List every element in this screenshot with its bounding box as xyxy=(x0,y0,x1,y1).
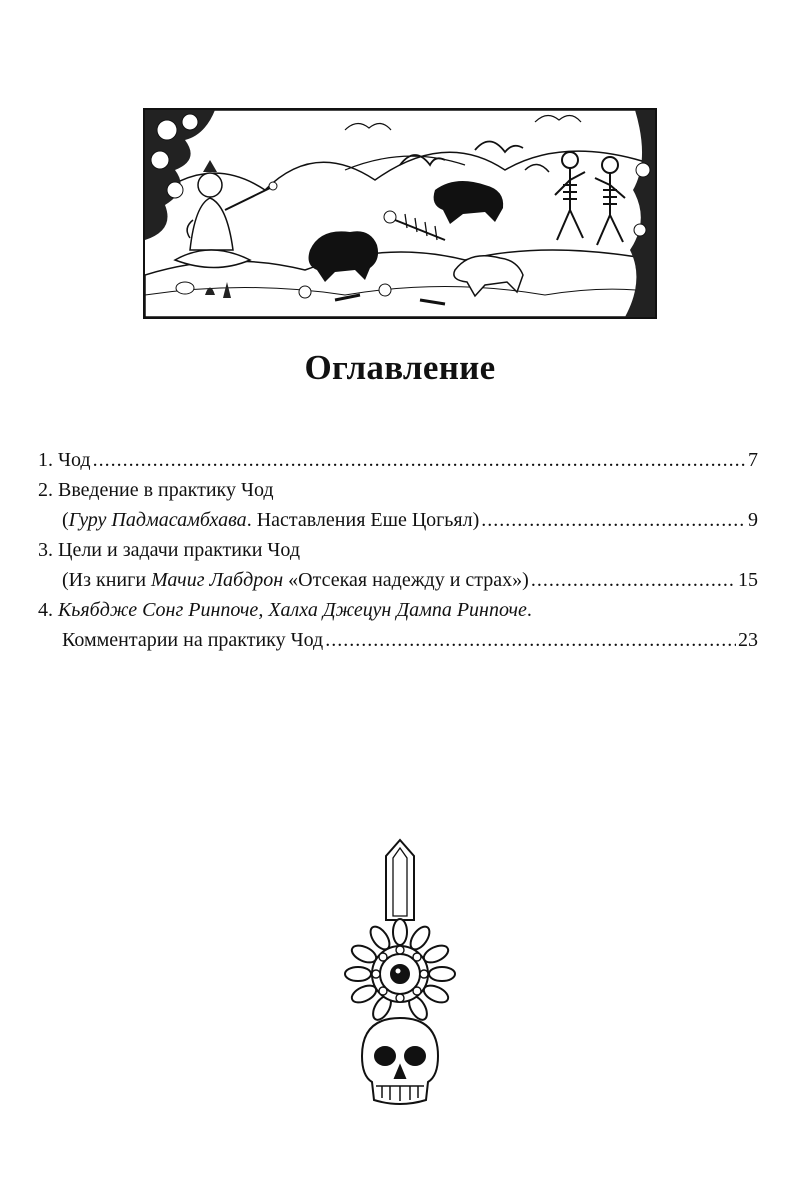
entry-authors: Кьябдже Сонг Ринпоче, Халха Джецун Дампа Ринпоче xyxy=(58,599,527,621)
entry-page-number: 7 xyxy=(748,449,758,471)
toc-entry-4[interactable] xyxy=(38,599,758,659)
leader-dots xyxy=(93,449,746,472)
table-of-contents xyxy=(38,449,758,659)
entry-authors-end: . xyxy=(526,599,532,621)
entry-source: «Отсекая надежду и страх») xyxy=(283,569,529,591)
toc-entry-1[interactable] xyxy=(38,449,758,479)
entry-page-number: 23 xyxy=(738,629,758,651)
entry-prefix: (Из книги xyxy=(62,569,152,591)
entry-title: Чод xyxy=(58,449,91,471)
entry-author: Гуру Падмасамбхава xyxy=(68,509,247,531)
page-title: Оглавление xyxy=(304,348,496,387)
entry-number: 3. xyxy=(38,539,53,561)
entry-page-number: 9 xyxy=(748,509,758,531)
vajra-skull-ornament-icon xyxy=(340,838,460,1118)
entry-number: 2. xyxy=(38,479,53,501)
chod-illustration xyxy=(143,108,657,319)
entry-source: . Наставления Еше Цогьял) xyxy=(246,509,480,531)
entry-subtitle: Комментарии на практику Чод xyxy=(62,629,324,651)
entry-number: 4. xyxy=(38,599,53,621)
entry-number: 1. xyxy=(38,449,53,471)
entry-title: Цели и задачи практики Чод xyxy=(58,539,300,561)
leader-dots xyxy=(325,629,736,652)
leader-dots xyxy=(481,509,746,532)
toc-entry-3[interactable] xyxy=(38,539,758,599)
entry-author: Мачиг Лабдрон xyxy=(151,569,284,591)
leader-dots xyxy=(531,569,736,592)
entry-title: Введение в практику Чод xyxy=(58,479,274,501)
toc-entry-2[interactable]: 2. Введение в практику Чод (Гуру Падмасамбхава. Наставления Еше Цогьял) ..... 9 xyxy=(38,479,758,539)
entry-page-number: 15 xyxy=(738,569,758,591)
